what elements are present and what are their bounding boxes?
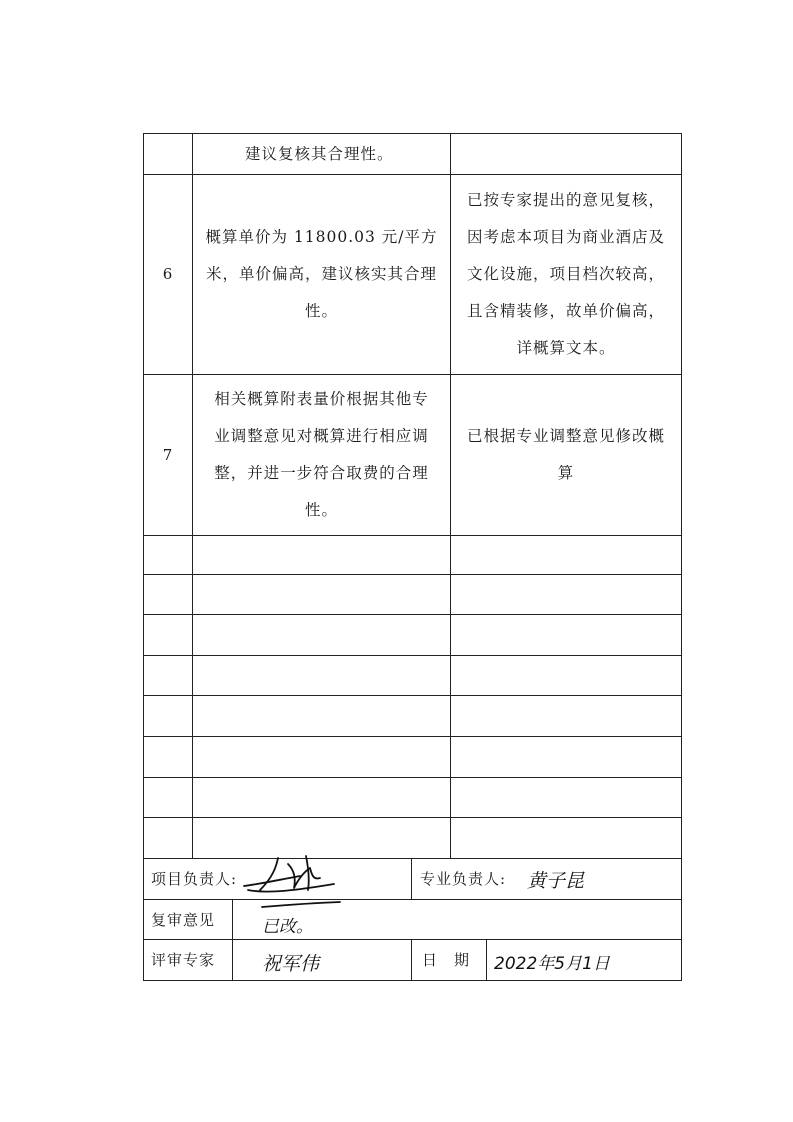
- review-opinion-label: 复审意见: [151, 910, 216, 929]
- row-number: 6: [162, 265, 173, 283]
- expert-opinion-cell: 相关概算附表量价根据其他专 业调整意见对概算进行相应调 整，并进一步符合取费的合理 性。: [214, 390, 429, 519]
- footer-border-bottom: [143, 980, 682, 981]
- row-divider: [143, 817, 682, 818]
- row-divider: [143, 614, 682, 615]
- row-number: [143, 134, 192, 174]
- review-opinion-underline: [256, 899, 346, 911]
- row-divider: [143, 574, 682, 575]
- expert-label: 评审专家: [151, 951, 216, 969]
- project-lead-label: 项目负责人:: [151, 870, 238, 888]
- footer-divider-vertical: [232, 899, 233, 980]
- row-divider: [143, 736, 682, 737]
- table-border-right: [681, 133, 682, 980]
- row-divider: [143, 777, 682, 778]
- review-opinion-handwritten: 已改。: [262, 917, 313, 937]
- row-number: 7: [162, 445, 173, 464]
- footer-divider-vertical: [411, 858, 412, 899]
- row-divider: [143, 535, 682, 536]
- discipline-lead-label: 专业负责人:: [420, 870, 507, 888]
- footer-divider-vertical: [411, 939, 412, 980]
- discipline-lead-signature: 黄子昆: [527, 870, 585, 892]
- row-divider: [143, 695, 682, 696]
- expert-opinion-cell: 概算单价为 11800.03 元/平方 米，单价偏高，建议核实其合理 性。: [205, 228, 438, 320]
- reply-cell: 已按专家提出的意见复核， 因考虑本项目为商业酒店及 文化设施，项目档次较高， 且含精装修，故单价偏高， 详概算文本。: [466, 191, 665, 357]
- footer-border-left: [143, 858, 144, 980]
- date-label: 日 期: [422, 951, 471, 969]
- expert-signature: 祝军伟: [262, 953, 320, 975]
- footer-divider-vertical: [486, 939, 487, 980]
- review-date-handwritten: 2022年5月1日: [494, 954, 610, 974]
- expert-opinion-cell: 建议复核其合理性。: [245, 144, 394, 163]
- row-divider: [143, 655, 682, 656]
- reply-cell: 已根据专业调整意见修改概 算: [466, 427, 665, 482]
- reply-cell: [451, 134, 681, 174]
- project-lead-signature-image: [238, 850, 348, 898]
- footer-divider: [143, 939, 682, 940]
- footer-divider: [143, 899, 682, 900]
